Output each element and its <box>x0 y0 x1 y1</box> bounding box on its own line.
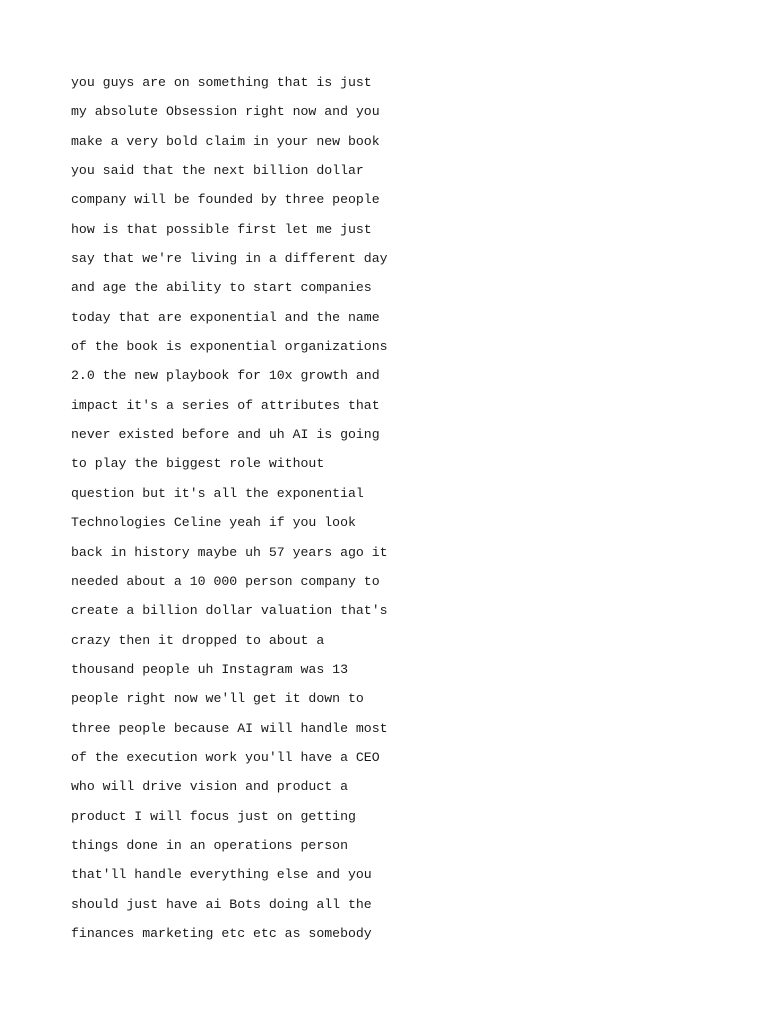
transcript-line: impact it's a series of attributes that <box>71 397 380 413</box>
transcript-line: and age the ability to start companies <box>71 280 372 296</box>
transcript-line: of the execution work you'll have a CEO <box>71 749 380 765</box>
transcript-line: 2.0 the new playbook for 10x growth and <box>71 368 380 384</box>
transcript-line: thousand people uh Instagram was 13 <box>71 661 348 677</box>
transcript-line: make a very bold claim in your new book <box>71 133 380 149</box>
transcript-line: you guys are on something that is just <box>71 75 372 90</box>
transcript-line: how is that possible first let me just <box>71 221 372 237</box>
transcript-line: should just have ai Bots doing all the <box>71 896 372 912</box>
transcript-line: who will drive vision and product a <box>71 779 348 795</box>
transcript-line: crazy then it dropped to about a <box>71 632 325 648</box>
transcript-line: question but it's all the exponential <box>71 485 364 501</box>
transcript-line: my absolute Obsession right now and you <box>71 104 380 120</box>
transcript-line: product I will focus just on getting <box>71 808 356 824</box>
transcript-line: that'll handle everything else and you <box>71 867 372 883</box>
transcript-line: never existed before and uh AI is going <box>71 427 380 443</box>
transcript-line: needed about a 10 000 person company to <box>71 573 380 589</box>
transcript-line: things done in an operations person <box>71 837 348 853</box>
transcript-text <box>71 68 388 948</box>
transcript-line: company will be founded by three people <box>71 192 380 208</box>
transcript-line: to play the biggest role without <box>71 456 325 472</box>
transcript-line: people right now we'll get it down to <box>71 691 364 707</box>
transcript-line: of the book is exponential organizations <box>71 339 388 355</box>
transcript-line: create a billion dollar valuation that's <box>71 603 388 619</box>
transcript-line: you said that the next billion dollar <box>71 163 364 179</box>
transcript-line: today that are exponential and the name <box>71 309 380 325</box>
transcript-line: three people because AI will handle most <box>71 720 388 736</box>
transcript-line: say that we're living in a different day <box>71 251 388 267</box>
transcript-line: finances marketing etc etc as somebody <box>71 925 372 941</box>
transcript-line: Technologies Celine yeah if you look <box>71 515 356 531</box>
transcript-line: back in history maybe uh 57 years ago it <box>71 544 388 560</box>
